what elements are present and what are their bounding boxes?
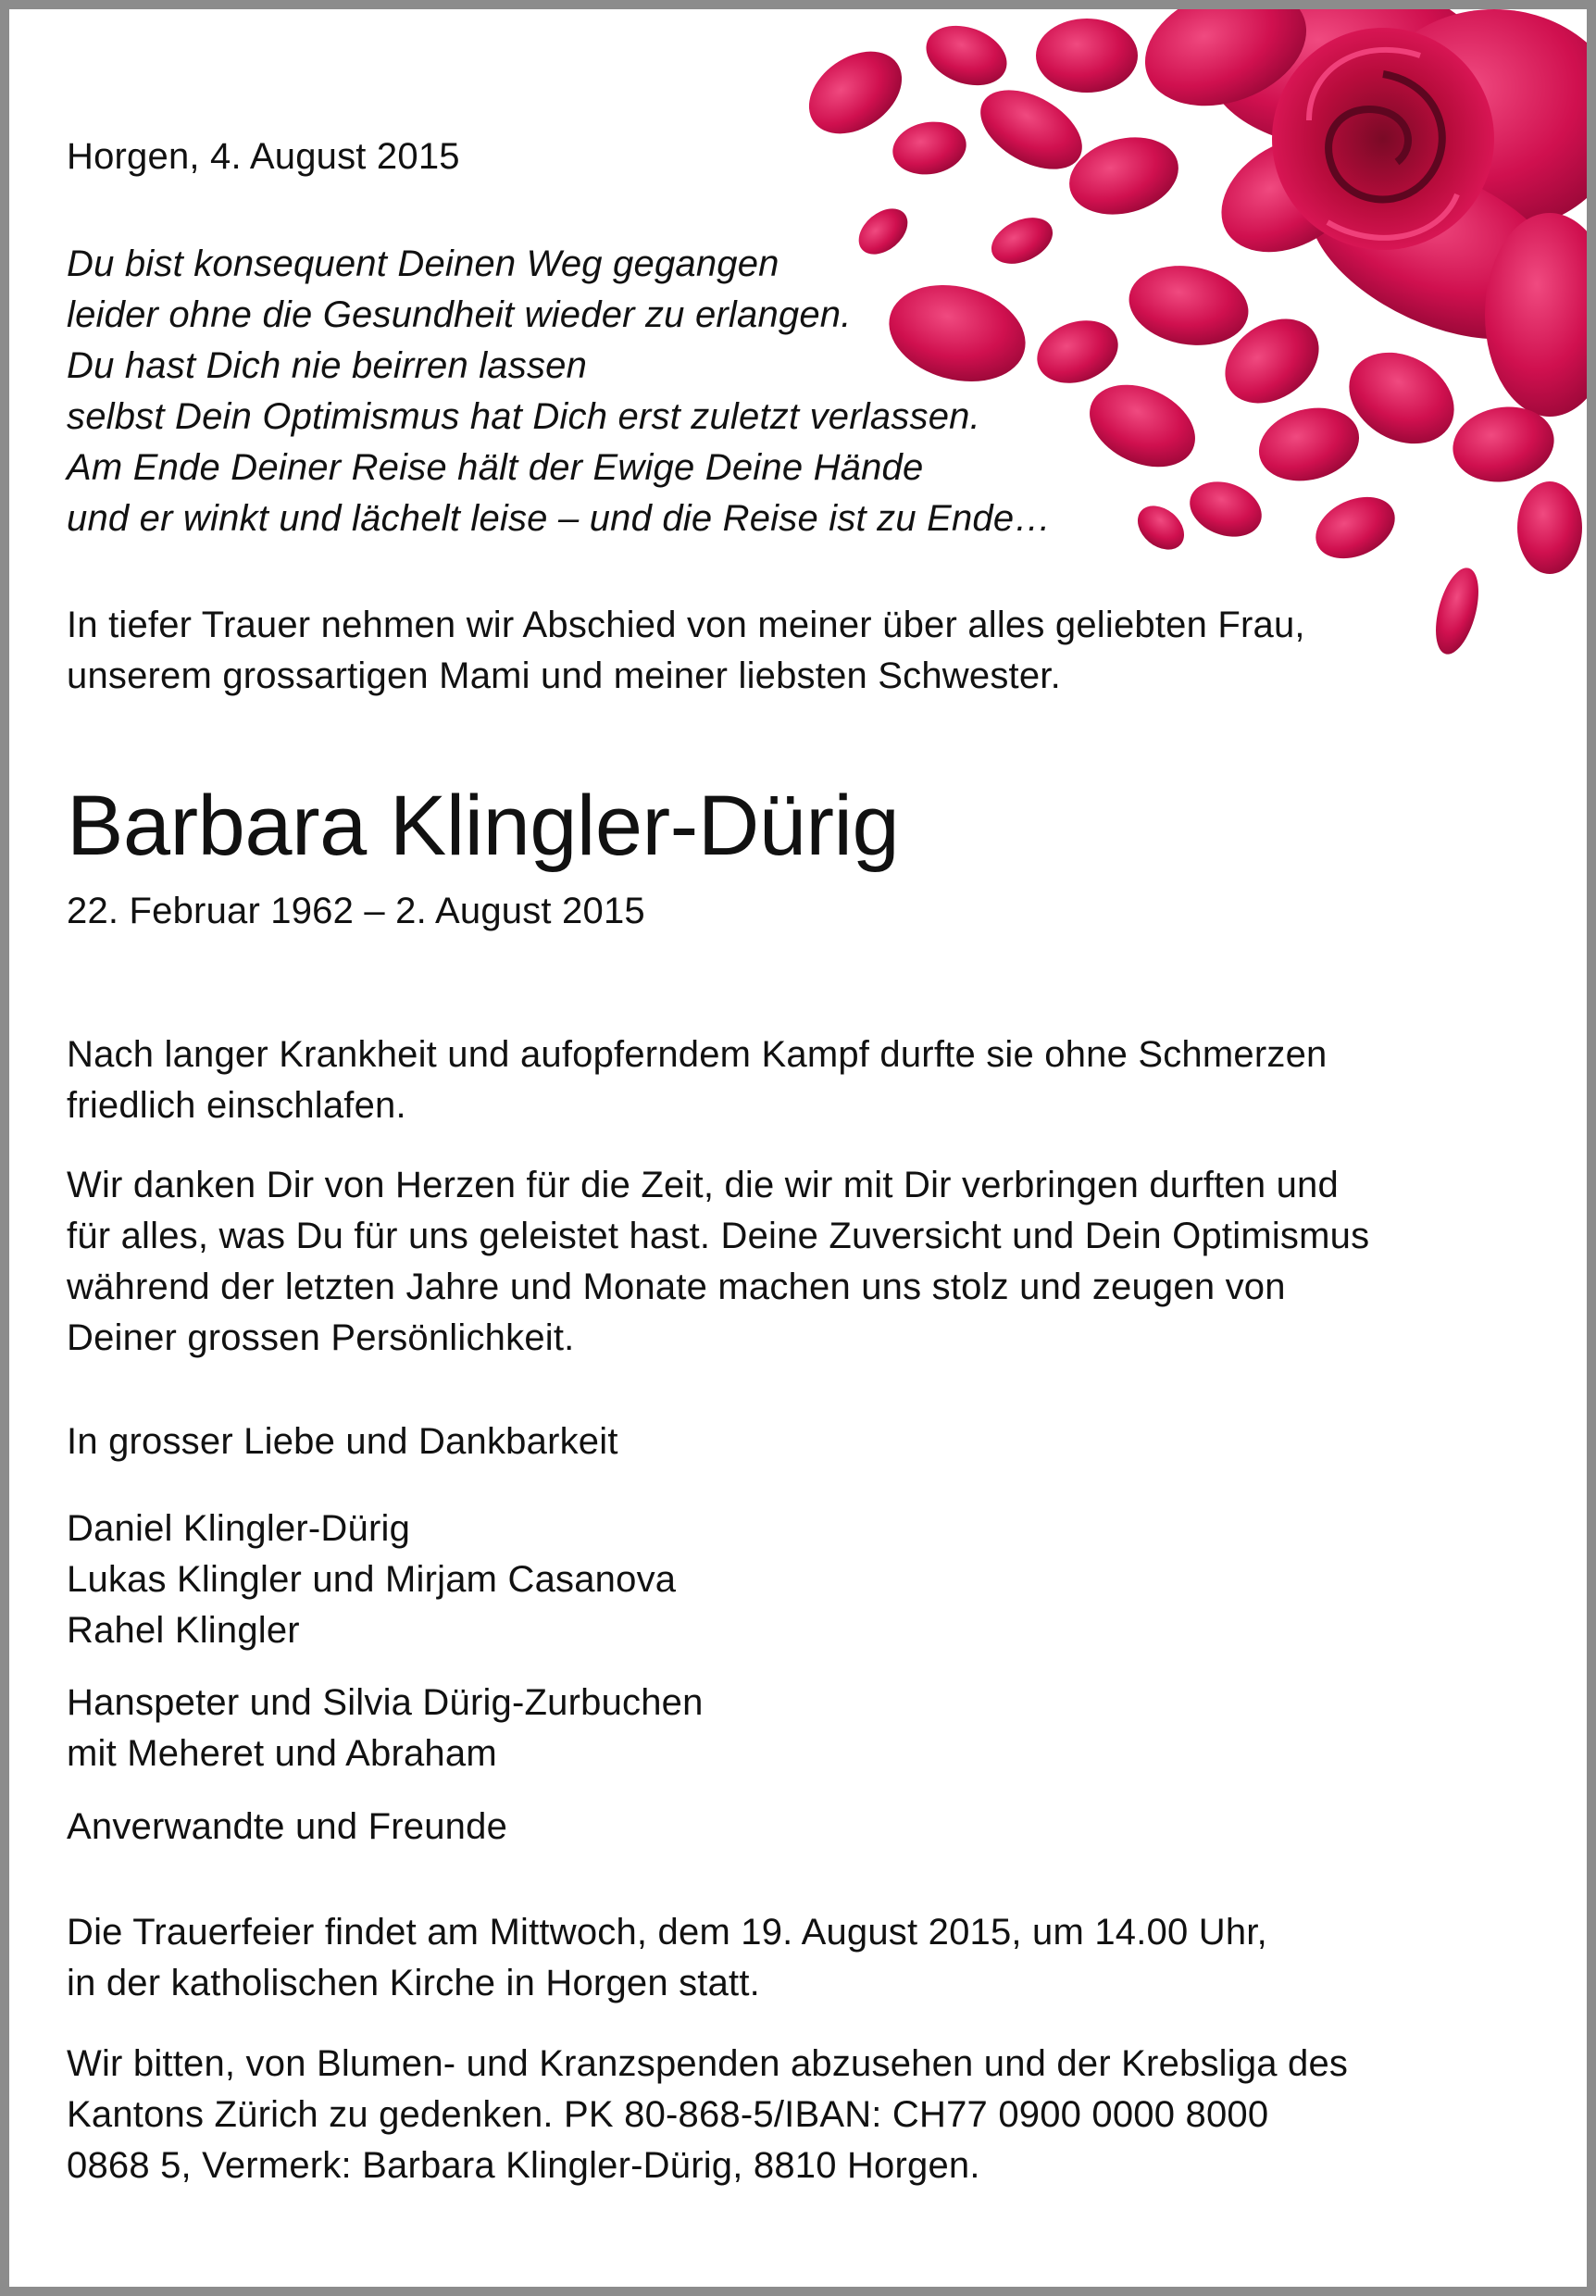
deceased-name: Barbara Klingler-Dürig	[67, 779, 900, 873]
rose-petals-image	[791, 9, 1587, 676]
obituary-card	[9, 9, 1587, 2287]
intro-line: unserem grossartigen Mami und meiner liebsten Schwester.	[67, 655, 1061, 696]
paragraph-line: während der letzten Jahre und Monate machen uns stolz und zeugen von	[67, 1267, 1286, 1307]
poem-line: leider ohne die Gesundheit wieder zu erlangen.	[67, 294, 852, 335]
poem-line: selbst Dein Optimismus hat Dich erst zuletzt verlassen.	[67, 396, 980, 437]
poem-line: Du hast Dich nie beirren lassen	[67, 345, 588, 386]
paragraph-line: Nach langer Krankheit und aufopferndem Kampf durfte sie ohne Schmerzen	[67, 1034, 1328, 1075]
paragraph-line: Wir danken Dir von Herzen für die Zeit, die wir mit Dir verbringen durften und	[67, 1165, 1339, 1205]
closing-line: In grosser Liebe und Dankbarkeit	[67, 1421, 618, 1462]
mourner-name: Lukas Klingler und Mirjam Casanova	[67, 1559, 677, 1600]
donation-line: Wir bitten, von Blumen- und Kranzspenden abzusehen und der Krebsliga des	[67, 2043, 1349, 2084]
paragraph-line: für alles, was Du für uns geleistet hast. Deine Zuversicht und Dein Optimismus	[67, 1216, 1370, 1256]
ceremony-line: Die Trauerfeier findet am Mittwoch, dem 19. August 2015, um 14.00 Uhr,	[67, 1912, 1267, 1953]
mourner-name: mit Meheret und Abraham	[67, 1733, 497, 1774]
life-dates: 22. Februar 1962 – 2. August 2015	[67, 891, 645, 931]
ceremony-line: in der katholischen Kirche in Horgen statt.	[67, 1963, 760, 2003]
mourner-name: Anverwandte und Freunde	[67, 1806, 508, 1847]
poem-line: und er winkt und lächelt leise – und die Reise ist zu Ende…	[67, 498, 1052, 539]
place-date: Horgen, 4. August 2015	[67, 136, 460, 177]
poem-line: Am Ende Deiner Reise hält der Ewige Deine Hände	[67, 447, 924, 488]
donation-line: Kantons Zürich zu gedenken. PK 80-868-5/IBAN: CH77 0900 0000 8000	[67, 2094, 1269, 2135]
mourner-name: Daniel Klingler-Dürig	[67, 1508, 411, 1549]
intro-line: In tiefer Trauer nehmen wir Abschied von meiner über alles geliebten Frau,	[67, 605, 1305, 645]
paragraph-line: friedlich einschlafen.	[67, 1085, 406, 1126]
donation-line: 0868 5, Vermerk: Barbara Klingler-Dürig, 8810 Horgen.	[67, 2145, 980, 2186]
mourner-name: Rahel Klingler	[67, 1610, 300, 1651]
mourner-name: Hanspeter und Silvia Dürig-Zurbuchen	[67, 1682, 704, 1723]
poem-line: Du bist konsequent Deinen Weg gegangen	[67, 243, 779, 284]
paragraph-line: Deiner grossen Persönlichkeit.	[67, 1317, 575, 1358]
